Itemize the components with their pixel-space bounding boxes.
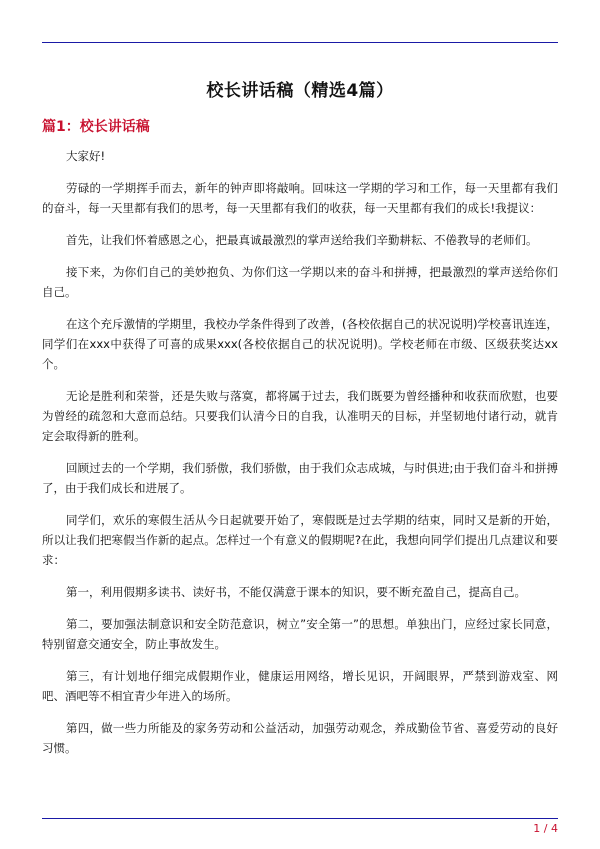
paragraph: 回顾过去的一个学期，我们骄傲，我们骄傲，由于我们众志成城，与时俱进;由于我们奋斗和拼搏了，由于我们成长和进展了。 — [42, 461, 558, 495]
page-indicator: 1 / 4 — [533, 822, 558, 835]
header-rule — [42, 42, 558, 43]
paragraph: 首先，让我们怀着感恩之心，把最真诚最激烈的掌声送给我们辛勤耕耘、不倦教导的老师们。 — [66, 233, 538, 247]
paragraph: 劳碌的一学期挥手而去，新年的钟声即将敲响。回味这一学期的学习和工作，每一天里都有我们的奋斗，每一天里都有我们的思考，每一天里都有我们的收获，每一天里都有我们的成长!我提议： — [42, 181, 558, 215]
paragraph-greeting: 大家好! — [66, 149, 106, 163]
paragraph: 在这个充斥激情的学期里，我校办学条件得到了改善，(各校依据自己的状况说明)学校喜讯连连，同学们在xxx中获得了可喜的成果xxx(各校依据自己的状况说明)。学校老师在市级、区级获奖达xx个。 — [42, 317, 558, 371]
document-title: 校长讲话稿（精选4篇） — [206, 81, 394, 101]
paragraph: 接下来，为你们自己的美妙抱负、为你们这一学期以来的奋斗和拼搏，把最激烈的掌声送给你们自己。 — [42, 265, 558, 299]
paragraph: 同学们，欢乐的寒假生活从今日起就要开始了，寒假既是过去学期的结束，同时又是新的开始，所以让我们把寒假当作新的起点。怎样过一个有意义的假期呢?在此，我想向同学们提出几点建议和要求： — [42, 513, 558, 567]
document-body — [42, 146, 558, 770]
paragraph: 第二，要加强法制意识和安全防范意识，树立”安全第一”的思想。单独出门，应经过家长同意，特别留意交通安全，防止事故发生。 — [42, 617, 558, 651]
paragraph: 第四，做一些力所能及的家务劳动和公益活动，加强劳动观念，养成勤俭节省、喜爱劳动的良好习惯。 — [42, 721, 558, 755]
paragraph: 第三，有计划地仔细完成假期作业，健康运用网络，增长见识，开阔眼界，严禁到游戏室、网吧、酒吧等不相宜青少年进入的场所。 — [42, 669, 558, 703]
footer-rule — [42, 818, 558, 819]
section-heading: 篇1：校长讲话稿 — [42, 119, 150, 135]
paragraph: 第一，利用假期多读书、读好书，不能仅满意于课本的知识，要不断充盈自己，提高自己。 — [66, 585, 526, 599]
paragraph: 无论是胜利和荣誉，还是失败与落寞，都将属于过去，我们既要为曾经播种和收获而欣慰，也要为曾经的疏忽和大意而总结。只要我们认清今日的自我，认准明天的目标，并坚韧地付诸行动，就肯定会取得新的胜利。 — [42, 389, 558, 443]
